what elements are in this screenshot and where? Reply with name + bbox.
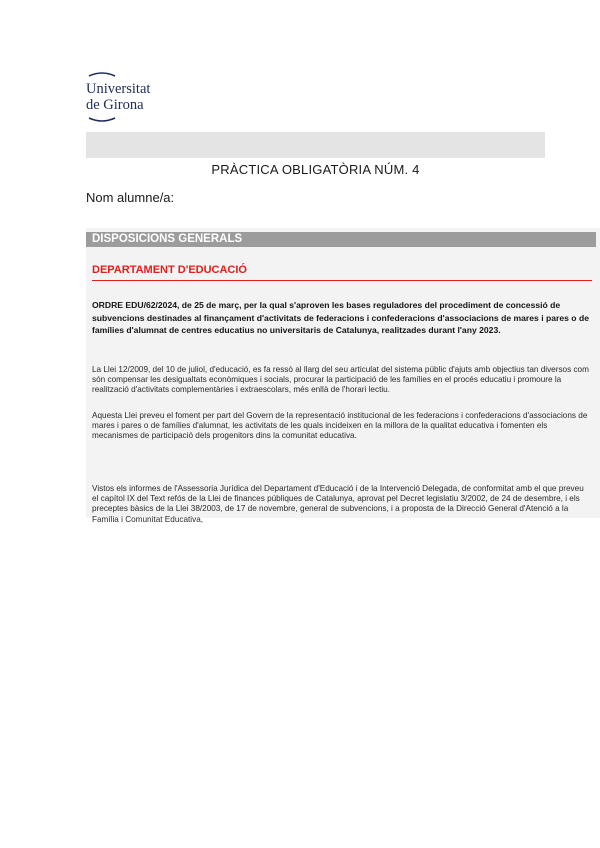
- logo-bottom-arc-icon: [88, 116, 116, 124]
- practice-title: PRÀCTICA OBLIGATÒRIA NÚM. 4: [211, 162, 420, 177]
- header-shaded-bar: [86, 132, 545, 158]
- university-logo: [86, 70, 176, 122]
- paragraph-2: Aquesta Llei preveu el foment per part del Govern de la representació institucional de les federacions i confederacions d'associacions de mares i pares o de famílies d'alumnat, les activitats de les quals incideixen en la millora de la qualitat educativa i fomenten els mecanismes de participació dels progenitors dins la comunitat educativa.: [92, 411, 588, 441]
- department-divider: [92, 280, 592, 281]
- paragraph-3: Vistos els informes de l'Assessoria Jurídica del Departament d'Educació i de la Intervenció Delegada, de conformitat amb el que preveu el capítol IX del Text refós de la Llei de finances públiques de Catalunya, aprovat pel Decret legislatiu 3/2002, de 24 de desembre, i els preceptes bàsics de la Llei 38/2003, de 17 de novembre, general de subvencions, i a proposta de la Direcció General d'Atenció a la Família i Comunitat Educativa,: [92, 484, 584, 524]
- document-excerpt: [86, 228, 600, 524]
- student-name-label: Nom alumne/a:: [86, 190, 175, 205]
- paragraph-1: La Llei 12/2009, del 10 de juliol, d'educació, es fa ressò al llarg del seu articulat del sistema públic d'ajuts amb objectius tan diversos com són compensar les desigualtats econòmiques i socials, procurar la participació de les famílies en el procés educatiu i promoure la realització d'activitats complementàries i extraescolars, més enllà de l'horari lectiu.: [92, 365, 589, 395]
- order-heading: ORDRE EDU/62/2024, de 25 de març, per la qual s'aproven les bases reguladores del procediment de concessió de subvencions destinades al finançament d'activitats de federacions i confederacions d'associacions de mares i pares o de famílies d'alumnat de centres educatius no universitaris de Catalunya, realitzades durant l'any 2023.: [92, 300, 589, 335]
- university-name-line2: de Girona: [86, 97, 144, 113]
- university-name-line1: Universitat: [86, 81, 151, 97]
- logo-top-arc-icon: [88, 70, 116, 78]
- section-title: DISPOSICIONS GENERALS: [86, 232, 596, 247]
- department-title: DEPARTAMENT D'EDUCACIÓ: [92, 264, 247, 276]
